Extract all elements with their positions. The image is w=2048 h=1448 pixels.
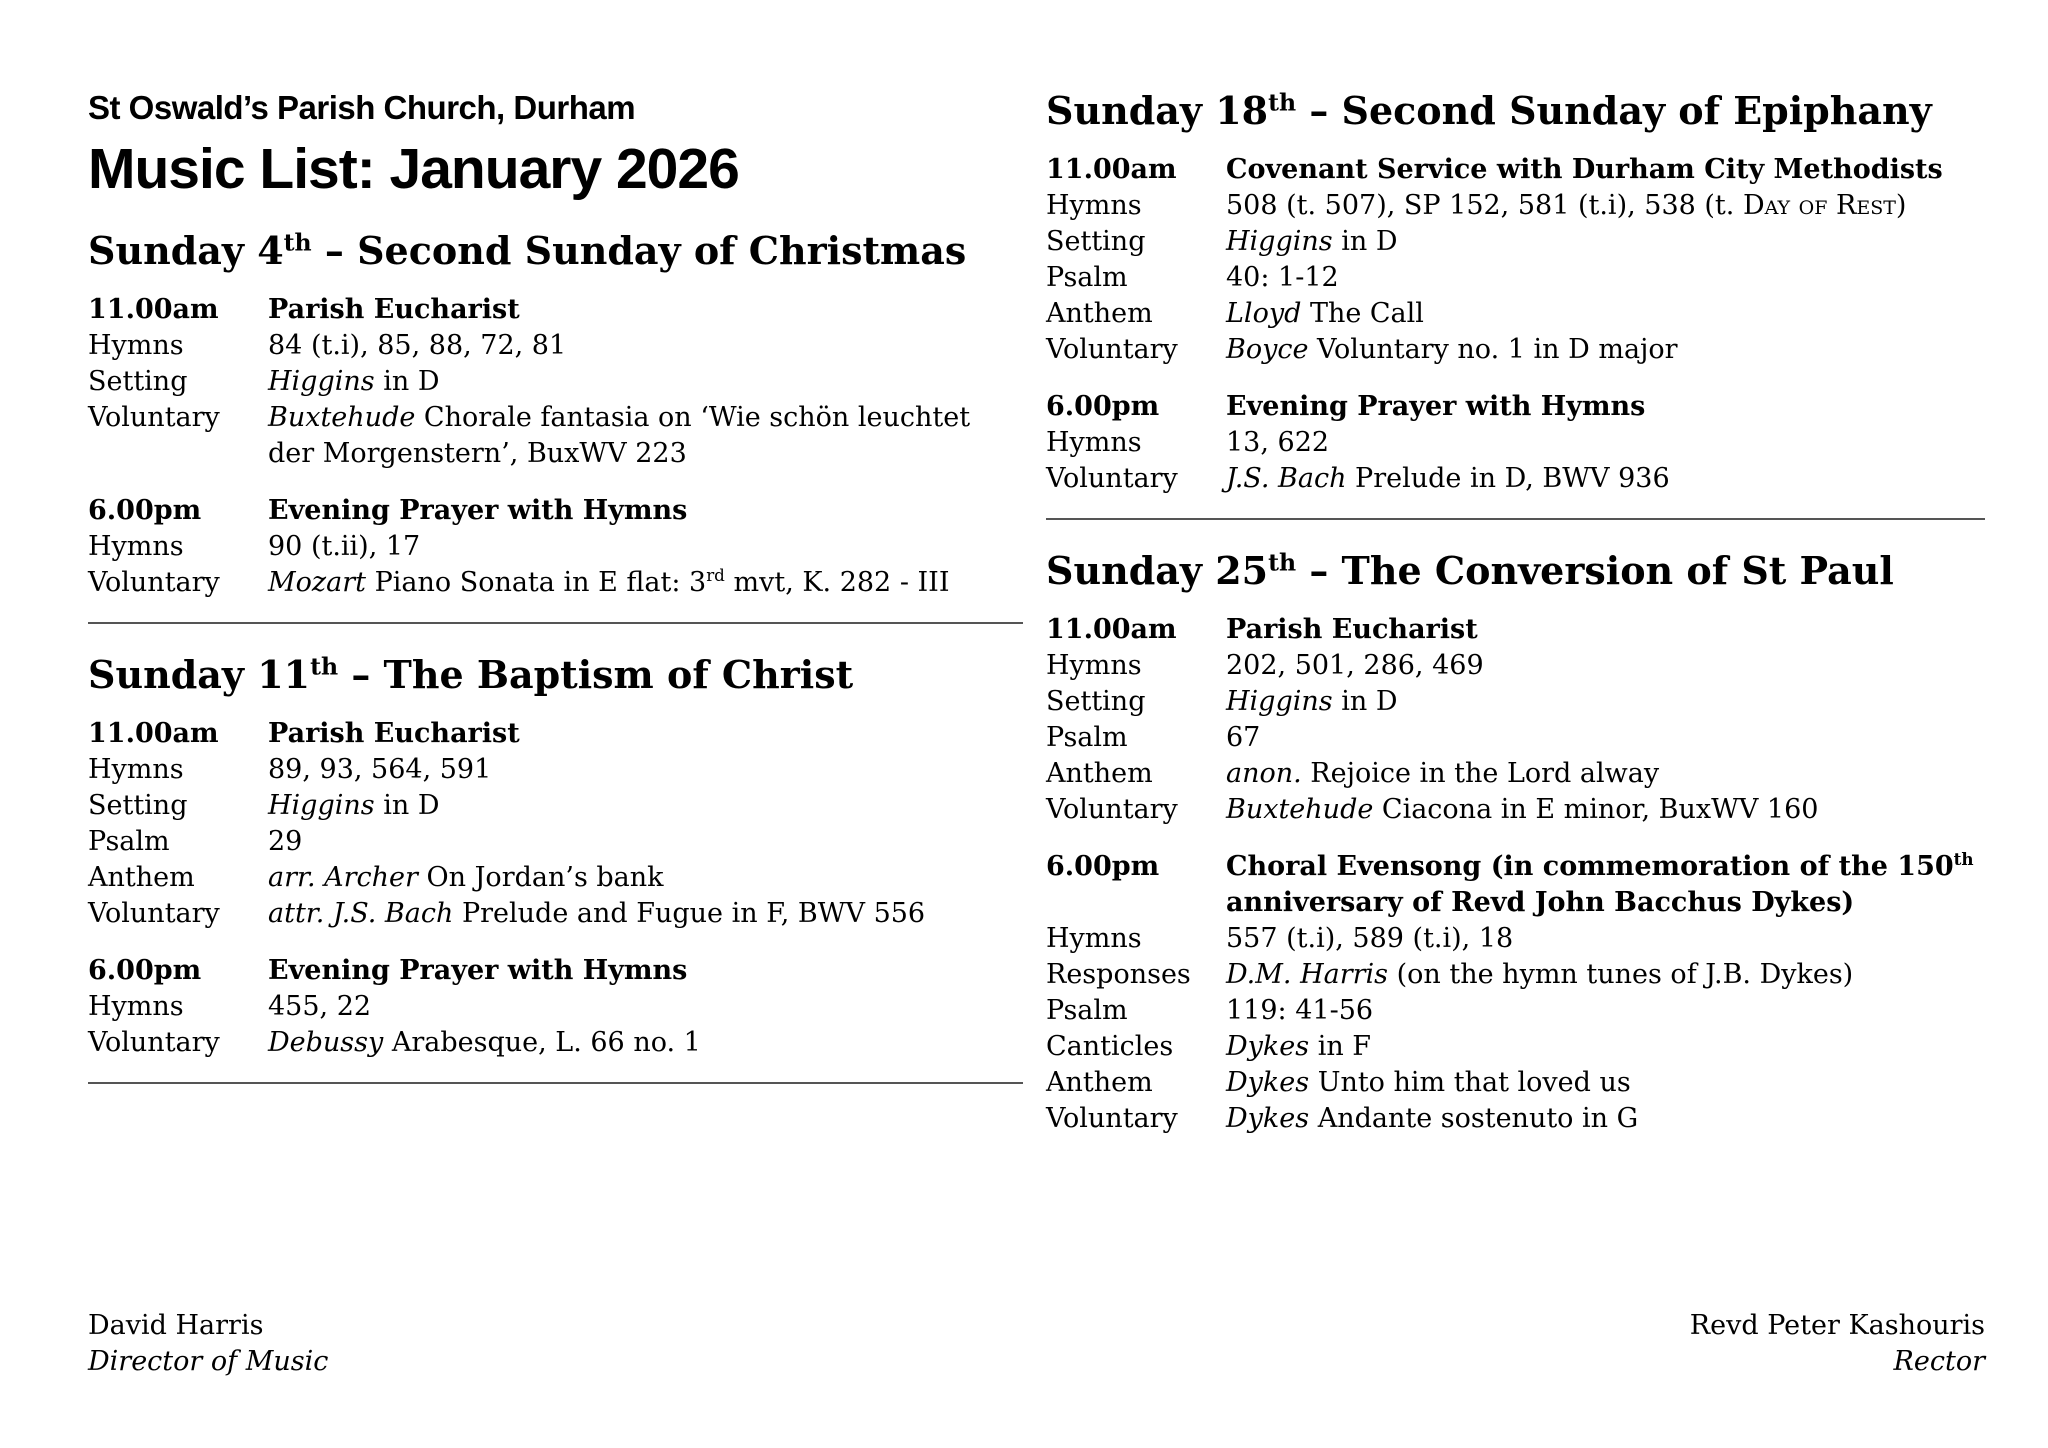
text-part: Arabesque, L. 66 no. 1 [383,1027,701,1058]
service-title [1226,152,1985,188]
row-label: Hymns [1046,650,1142,681]
row-label: Anthem [88,862,195,893]
text-part: Evening Prayer with Hymns [1226,391,1646,422]
row-value [1226,224,1985,260]
row-value [268,788,1023,824]
row-value [268,529,1023,565]
row-value [1226,648,1985,684]
footer-director [88,1308,328,1380]
row-value [268,364,1023,400]
text-part: Evening Prayer with Hymns [268,495,688,526]
service-time: 6.00pm [1046,391,1160,422]
text-part: Prelude and Fugue in F, BWV 556 [453,898,926,929]
service-time: 11.00am [88,718,219,749]
superscript: th [1268,548,1297,577]
section-divider [88,1082,1023,1084]
text-part: Rejoice in the Lord alway [1301,758,1660,789]
row-value [268,989,1023,1025]
row-label: Setting [88,790,188,821]
text-part: Dykes [1226,1031,1310,1062]
text-part: anniversary of Revd John Bacchus Dykes) [1226,887,1855,918]
row-label: Psalm [1046,722,1128,753]
text-part: – The Baptism of Christ [338,652,854,697]
text-part: Boyce [1226,334,1309,365]
row-value [1226,332,1985,368]
text-part: 119: 41-56 [1226,995,1374,1026]
text-part: in D [374,366,440,397]
text-part: 455, 22 [268,991,372,1022]
text-part: 40: 1-12 [1226,262,1339,293]
row-label: Hymns [1046,923,1142,954]
service-time: 11.00am [1046,614,1177,645]
row-label: Voluntary [1046,463,1178,494]
row-label: Hymns [88,991,184,1022]
text-part: 508 (t. 507), SP 152, 581 (t.i), 538 (t. [1226,190,1743,221]
text-part: – Second Sunday of Christmas [311,228,967,273]
section-heading [88,228,1023,274]
service-time: 6.00pm [1046,851,1160,882]
superscript: th [1953,849,1974,869]
row-value [268,752,1023,788]
service-time: 6.00pm [88,495,202,526]
left-column [88,88,1023,1112]
text-part: 557 (t.i), 589 (t.i), 18 [1226,923,1514,954]
superscript: rd [706,565,725,585]
row-value [1226,1065,1985,1101]
row-label: Setting [88,366,188,397]
church-name: St Oswald’s Parish Church, Durham [88,89,636,126]
service-block [1046,389,1985,497]
row-label: Psalm [88,826,170,857]
footer-rector [1690,1308,1985,1380]
text-part: Dykes [1226,1103,1310,1134]
text-part: (on the hymn tunes of J.B. Dykes) [1388,959,1854,990]
row-value [268,565,1023,601]
service-block [1046,152,1985,368]
superscript: th [1268,88,1297,117]
service-block [88,953,1023,1061]
row-label: Setting [1046,226,1146,257]
text-part: 202, 501, 286, 469 [1226,650,1484,681]
superscript: th [283,228,312,257]
text-part: arr. Archer [268,862,418,893]
row-label: Voluntary [1046,1103,1178,1134]
service-title [268,493,1023,529]
row-value [1226,957,1985,993]
text-part: On Jordan’s bank [417,862,664,893]
row-label: Voluntary [88,567,220,598]
text-part: Voluntary no. 1 in D major [1308,334,1678,365]
text-part: Higgins [1226,686,1333,717]
row-value [268,400,1023,472]
text-part: anon. [1226,758,1302,789]
row-label: Anthem [1046,758,1153,789]
row-label: Voluntary [88,402,220,433]
text-part: Sunday 25 [1046,548,1269,593]
text-part: – Second Sunday of Epiphany [1296,88,1932,133]
text-part: Evening Prayer with Hymns [268,955,688,986]
text-part: Buxtehude [1226,794,1374,825]
row-label: Anthem [1046,298,1153,329]
text-part: 90 (t.ii), 17 [268,531,421,562]
text-part: Parish Eucharist [268,718,520,749]
service-block [1046,612,1985,828]
row-label: Voluntary [1046,794,1178,825]
left-sections [88,228,1023,1084]
row-label: Setting [1046,686,1146,717]
section-heading [88,652,1023,698]
text-part: 84 (t.i), 85, 88, 72, 81 [268,330,567,361]
row-value [268,824,1023,860]
text-part: 29 [268,826,303,857]
service-block [88,292,1023,472]
rector-name: Revd Peter Kashouris [1689,1310,1985,1341]
text-part: Piano Sonata in E flat: 3 [365,567,707,598]
text-part: Prelude in D, BWV 936 [1346,463,1670,494]
row-value [268,1025,1023,1061]
text-part: in D [374,790,440,821]
service-title [1226,849,1985,921]
row-value [268,328,1023,364]
service-time: 11.00am [88,294,219,325]
row-value [1226,993,1985,1029]
row-label: Psalm [1046,262,1128,293]
row-label: Voluntary [88,898,220,929]
text-part: Mozart [268,567,366,598]
director-role: Director of Music [88,1346,329,1377]
row-value [268,860,1023,896]
row-label: Hymns [88,330,184,361]
text-part: in D [1332,686,1398,717]
text-part: Debussy [268,1027,384,1058]
service-time: 6.00pm [88,955,202,986]
row-label: Hymns [1046,190,1142,221]
row-value [1226,756,1985,792]
row-value [1226,921,1985,957]
text-part: ) [1895,190,1907,221]
row-value [1226,425,1985,461]
service-block [88,493,1023,601]
text-part: in D [1332,226,1398,257]
row-label: Canticles [1046,1031,1174,1062]
row-label: Psalm [1046,995,1128,1026]
row-value [1226,1029,1985,1065]
service-title [268,292,1023,328]
row-label: Voluntary [88,1027,220,1058]
row-label: Hymns [88,531,184,562]
director-name: David Harris [88,1310,264,1341]
text-part: Higgins [1226,226,1333,257]
row-label: Hymns [1046,427,1142,458]
text-part: Covenant Service with Durham City Methodists [1226,154,1943,185]
text-part: Parish Eucharist [268,294,520,325]
row-label: Anthem [1046,1067,1153,1098]
text-part: Lloyd [1226,298,1302,329]
text-part: – The Conversion of St Paul [1296,548,1894,593]
right-column [1046,88,1985,1158]
text-part: in F [1309,1031,1372,1062]
text-part: Parish Eucharist [1226,614,1478,645]
text-part: Andante sostenuto in G [1309,1103,1639,1134]
text-part: Sunday 4 [88,228,284,273]
section-heading [1046,548,1985,594]
text-part: 89, 93, 564, 591 [268,754,492,785]
row-value [1226,720,1985,756]
text-part: The Call [1301,298,1424,329]
service-title [268,953,1023,989]
text-part: Sunday 18 [1046,88,1269,133]
text-part: mvt, K. 282 - III [724,567,950,598]
text-part: D.M. Harris [1226,959,1389,990]
text-part: 13, 622 [1226,427,1330,458]
section-heading [1046,88,1985,134]
row-value [1226,461,1985,497]
text-part: Buxtehude [268,402,416,433]
row-label: Responses [1046,959,1191,990]
service-time: 11.00am [1046,154,1177,185]
text-part: Dykes [1226,1067,1310,1098]
text-part: Higgins [268,366,375,397]
section-divider [1046,518,1985,520]
rector-role: Rector [1893,1346,1985,1377]
row-value [1226,684,1985,720]
text-part: J.S. Bach [1226,463,1347,494]
service-title [1226,389,1985,425]
text-part: Unto him that loved us [1309,1067,1631,1098]
row-value [268,896,1023,932]
text-part: attr. J.S. Bach [268,898,454,929]
service-title [1226,612,1985,648]
text-part: Ciacona in E minor, BuxWV 160 [1373,794,1819,825]
row-value [1226,260,1985,296]
text-part: Higgins [268,790,375,821]
text-part: Day of Rest [1742,190,1896,221]
text-part: Choral Evensong (in commemoration of the 150 [1226,851,1954,882]
text-part: Chorale fantasia on ‘Wie schön leuchtet der Morgenstern’, BuxWV 223 [268,402,971,469]
row-value [1226,792,1985,828]
row-value [1226,188,1985,224]
right-sections [1046,88,1985,1137]
superscript: th [310,652,339,681]
row-label: Hymns [88,754,184,785]
service-block [88,716,1023,932]
text-part: Sunday 11 [88,652,311,697]
service-title [268,716,1023,752]
row-label: Voluntary [1046,334,1178,365]
row-value [1226,1101,1985,1137]
service-block [1046,849,1985,1137]
row-value [1226,296,1985,332]
text-part: 67 [1226,722,1261,753]
page-title: Music List: January 2026 [88,137,739,201]
section-divider [88,622,1023,624]
